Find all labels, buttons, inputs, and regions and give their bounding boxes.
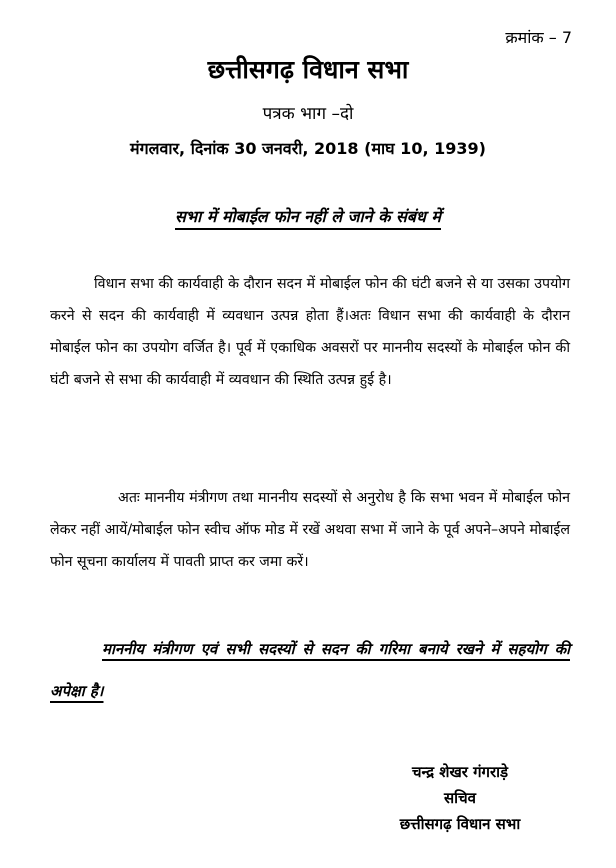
bulletin-part: पत्रक भाग –दो <box>262 104 354 124</box>
signatory-name: चन्द्र शेखर गंगराड़े <box>411 763 509 781</box>
subject-heading <box>0 205 616 227</box>
signatory-organization: छत्तीसगढ़ विधान सभा <box>399 815 521 833</box>
paragraph-1: विधान सभा की कार्यवाही के दौरान सदन में मोबाईल फोन की घंटी बजने से या उसका उपयोग करने से सदन की कार्यवाही में व्यवधान उत्पन्न होता हैं।अतः विधान सभा की कार्यवाही के दौरान मोबाईल फोन का उपयोग वर्जित है। पूर्व में एकाधिक अवसरों पर माननीय सदस्यों के मोबाईल फोन की घंटी बजने से सभा की कार्यवाही में व्यवधान की स्थिति उत्पन्न हुई है। <box>50 276 570 388</box>
serial-number: क्रमांक – 7 <box>505 28 572 47</box>
emphasis-note <box>50 628 570 712</box>
signatory-designation: सचिव <box>444 789 476 807</box>
organization-title: छत्तीसगढ़ विधान सभा <box>207 55 409 84</box>
subject-text: सभा में मोबाईल फोन नहीं ले जाने के संबंध में <box>175 207 441 230</box>
emphasis-text: माननीय मंत्रीगण एवं सभी सदस्यों से सदन की गरिमा बनाये रखने में सहयोग की अपेक्षा है। <box>50 640 570 700</box>
date-line: मंगलवार, दिनांक 30 जनवरी, 2018 (माघ 10, 1939) <box>130 139 486 158</box>
paragraph-2: अतः माननीय मंत्रीगण तथा माननीय सदस्यों से अनुरोध है कि सभा भवन में मोबाईल फोन लेकर नहीं आयें/मोबाईल फोन स्वीच ऑफ मोड में रखें अथवा सभा में जाने के पूर्व अपने–अपने मोबाईल फोन सूचना कार्यालय में पावती प्राप्त कर जमा करें। <box>50 490 570 570</box>
